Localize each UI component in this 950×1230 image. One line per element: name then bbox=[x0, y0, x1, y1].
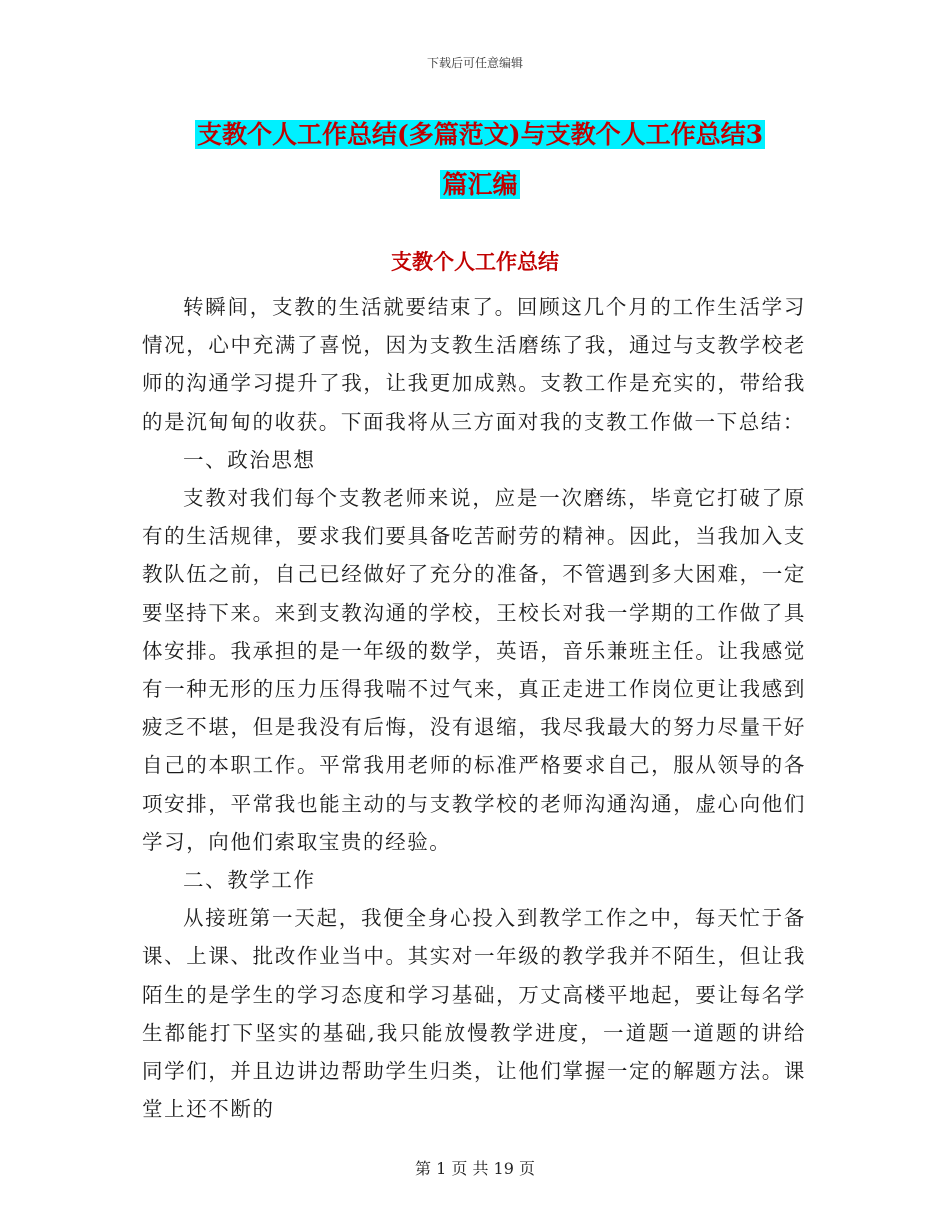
page-footer: 第 1 页 共 19 页 bbox=[415, 1159, 535, 1178]
paragraph-intro: 转瞬间，支教的生活就要结束了。回顾这几个月的工作生活学习情况，心中充满了喜悦，因为支教生活磨练了我，通过与支教学校老师的沟通学习提升了我，让我更加成熟。支教工作是充实的，带给我的是沉甸甸的收获。下面我将从三方面对我的支教工作做一下总结： bbox=[142, 295, 806, 434]
section-title: 支教个人工作总结 bbox=[391, 249, 559, 274]
paragraph-political-thought: 支教对我们每个支教老师来说，应是一次磨练，毕竟它打破了原有的生活规律，要求我们要具备吃苦耐劳的精神。因此，当我加入支教队伍之前，自己已经做好了充分的准备，不管遇到多大困难，一定要坚持下来。来到支教沟通的学校，王校长对我一学期的工作做了具体安排。我承担的是一年级的数学，英语，音乐兼班主任。让我感觉有一种无形的压力压得我喘不过气来，真正走进工作岗位更让我感到疲乏不堪，但是我没有后悔，没有退缩，我尽我最大的努力尽量干好自己的本职工作。平常我用老师的标准严格要求自己，服从领导的各项安排，平常我也能主动的与支教学校的老师沟通沟通，虚心向他们学习，向他们索取宝贵的经验。 bbox=[142, 486, 806, 854]
heading-political-thought: 一、政治思想 bbox=[183, 447, 316, 472]
paragraph-teaching-work: 从接班第一天起，我便全身心投入到教学工作之中，每天忙于备课、上课、批改作业当中。其实对一年级的教学我并不陌生，但让我陌生的是学生的学习态度和学习基础，万丈高楼平地起，要让每名学生都能打下坚实的基础,我只能放慢教学进度，一道题一道题的讲给同学们，并且边讲边帮助学生归类，让他们掌握一定的解题方法。课堂上还不断的 bbox=[142, 906, 806, 1122]
body-text bbox=[142, 288, 806, 1128]
document-title bbox=[140, 110, 820, 210]
heading-teaching-work: 二、教学工作 bbox=[183, 868, 316, 893]
document-title-line-1: 支教个人工作总结(多篇范文)与支教个人工作总结3 bbox=[196, 120, 764, 149]
document-title-line-2: 篇汇编 bbox=[442, 170, 518, 199]
header-note: 下载后可任意编辑 bbox=[426, 56, 523, 70]
